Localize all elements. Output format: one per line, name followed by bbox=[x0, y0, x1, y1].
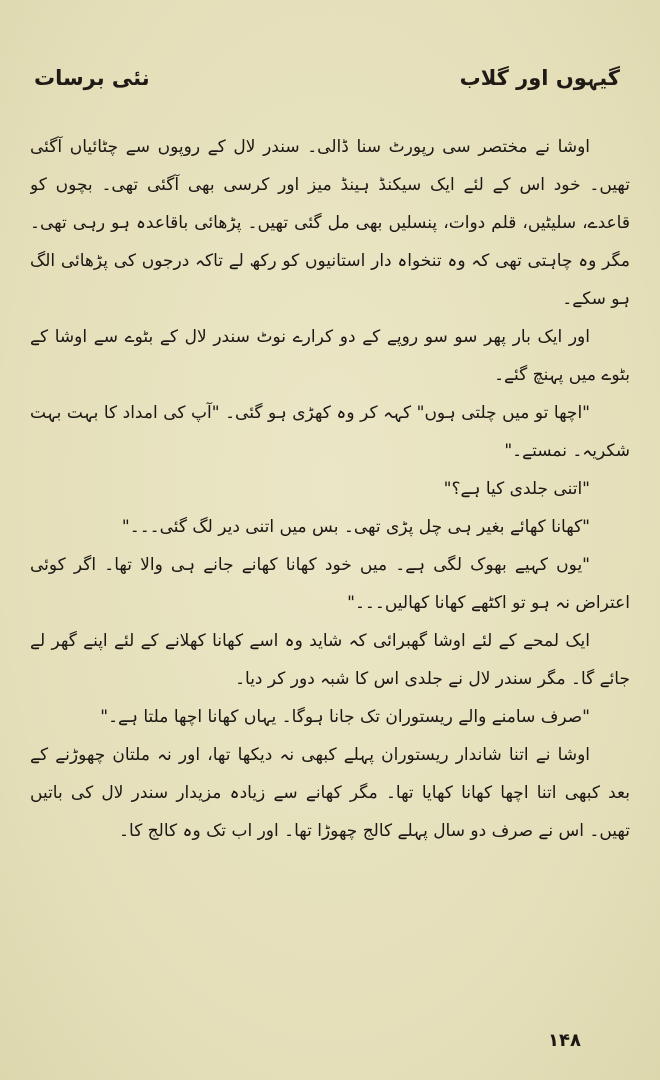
paragraph: "اچھا تو میں چلتی ہوں" کہہ کر وہ کھڑی ہو گئی۔ "آپ کی امداد کا بہت بہت شکریہ۔ نمستے۔" bbox=[30, 403, 630, 461]
page-body-text bbox=[30, 128, 630, 988]
running-header bbox=[34, 66, 620, 106]
paragraph: ایک لمحے کے لئے اوشا گھبرائی کہ شاید وہ اسے کھانا کھلانے کے لئے اپنے گھر لے جائے گا۔ مگر سندر لال نے جلدی اس کا شبہ دور کر دیا۔ bbox=[30, 631, 630, 689]
paragraph: "صرف سامنے والے ریستوران تک جانا ہوگا۔ یہاں کھانا اچھا ملتا ہے۔" bbox=[100, 707, 590, 727]
paragraph: اوشا نے اتنا شاندار ریستوران پہلے کبھی نہ دیکھا تھا، اور نہ ملتان چھوڑنے کے بعد کبھی اتنا اچھا کھانا کھایا تھا۔ مگر کھانے سے زیادہ مزیدار سندر لال کی باتیں تھیں۔ اس نے صرف دو سال پہلے کالج چھوڑا تھا۔ اور اب تک وہ کالج کا۔ bbox=[30, 745, 630, 841]
book-title: نئی برسات bbox=[34, 66, 150, 90]
page-number: ۱۴۸ bbox=[548, 1030, 581, 1051]
chapter-title: گیہوں اور گلاب bbox=[459, 66, 620, 90]
paragraph: "کھانا کھائے بغیر ہی چل پڑی تھی۔ بس میں اتنی دیر لگ گئی۔۔۔" bbox=[121, 517, 590, 537]
paragraph: "اتنی جلدی کیا ہے؟" bbox=[443, 479, 590, 499]
paragraph: اور ایک بار پھر سو سو روپے کے دو کرارے نوٹ سندر لال کے بٹوے سے اوشا کے بٹوے میں پہنچ گئے۔ bbox=[30, 327, 630, 385]
paragraph: "یوں کہیے بھوک لگی ہے۔ میں خود کھانا کھانے جانے ہی والا تھا۔ اگر کوئی اعتراض نہ ہو تو اکٹھے کھانا کھالیں۔۔۔" bbox=[30, 555, 630, 613]
paragraph: اوشا نے مختصر سی رپورٹ سنا ڈالی۔ سندر لال کے روپوں سے چٹائیاں آگئی تھیں۔ خود اس کے لئے ایک سیکنڈ ہینڈ میز اور کرسی بھی آگئی تھی۔ بچوں کو قاعدے، سلیٹیں، قلم دوات، پنسلیں بھی مل گئی تھیں۔ پڑھائی باقاعدہ ہو رہی تھی۔ مگر وہ چاہتی تھی کہ وہ تنخواہ دار استانیوں کو رکھ لے تاکہ درجوں کی پڑھائی الگ ہو سکے۔ bbox=[30, 137, 630, 309]
